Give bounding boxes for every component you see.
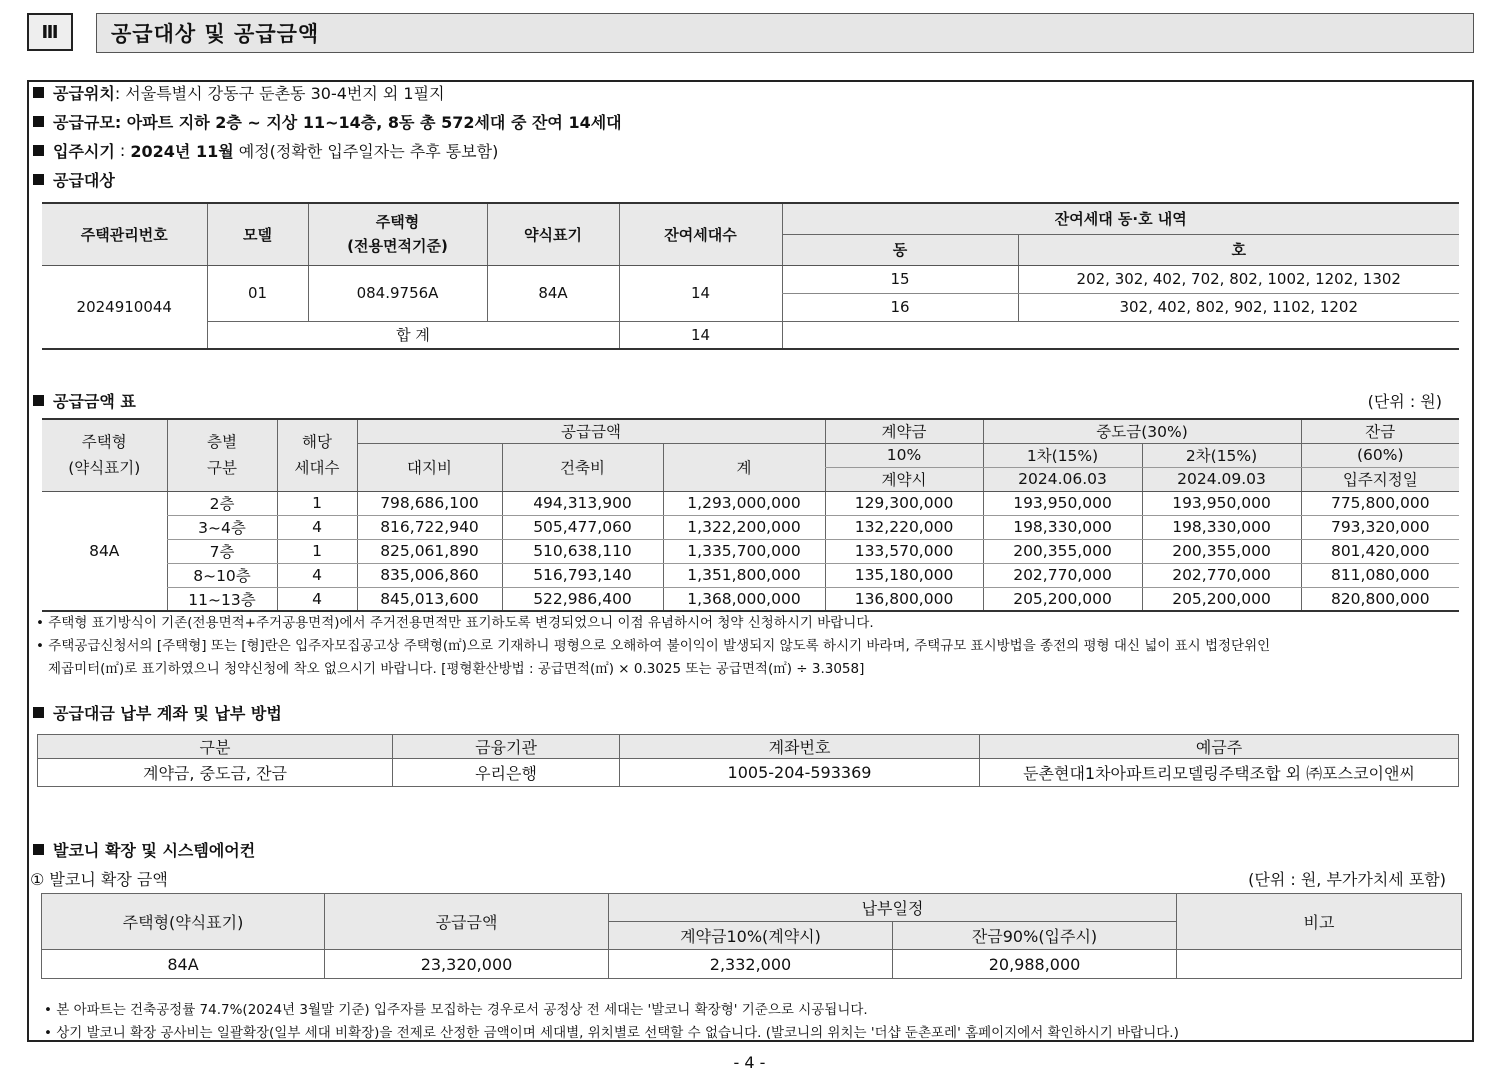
- header-detail: 잔여세대 동·호 내역: [782, 203, 1459, 234]
- contract-cell: 133,570,000: [825, 539, 983, 563]
- balcony-header-schedule: 납부일정: [609, 894, 1177, 922]
- units-cell: 4: [277, 515, 357, 539]
- total-value: 14: [619, 321, 782, 349]
- price-note: 제곱미터(㎡)로 표기하였으니 청약신청에 착오 없으시기 바랍니다. [평형환산방법 : 공급면적(㎡) × 0.3025 또는 공급면적(㎡) ÷ 3.3058]: [48, 661, 865, 677]
- mid1-cell: 202,770,000: [983, 563, 1142, 587]
- balcony-table: [41, 893, 1462, 979]
- price-title: 공급금액 표: [53, 392, 136, 411]
- price-note: • 주택공급신청서의 [주택형] 또는 [형]란은 입주자모집공고상 주택형(㎡)으로 기재하니 평형으로 오해하여 불이익이 발생되지 않도록 하시기 바라며, 주택규모 표시방법을 종전의 평형 대신 넓이 표시 법정단위인: [36, 638, 1271, 654]
- header-type: [308, 203, 487, 265]
- price-header-floor-main: 층별: [207, 433, 237, 452]
- price-header-contract-when: 계약시: [825, 467, 983, 491]
- payment-bank: 우리은행: [393, 759, 620, 787]
- balcony-balance: 20,988,000: [893, 950, 1177, 979]
- price-header-mid1: 1차(15%): [983, 443, 1142, 467]
- balcony-remark: [1177, 950, 1462, 979]
- target-heading: [33, 168, 115, 191]
- balcony-note: • 본 아파트는 건축공정률 74.7%(2024년 3월말 기준) 입주자를 모집하는 경우로서 공정상 전 세대는 '발코니 확장형' 기준으로 시공됩니다.: [44, 1002, 868, 1018]
- remaining-cell: 14: [619, 265, 782, 321]
- total-empty: [782, 321, 1459, 349]
- payment-account: 1005-204-593369: [620, 759, 980, 787]
- mid1-cell: 198,330,000: [983, 515, 1142, 539]
- move-in-line: [33, 139, 498, 162]
- location-value: : 서울특별시 강동구 둔촌동 30-4번지 외 1필지: [114, 84, 445, 103]
- mgmt-no-cell: 2024910044: [76, 297, 172, 316]
- balcony-note: • 상기 발코니 확장 공사비는 일괄확장(일부 세대 비확장)을 전제로 산정한 금액이며 세대별, 위치별로 선택할 수 없습니다. (발코니의 위치는 '더샵 둔촌포레' 홈페이지에서 확인하시기 바랍니다.): [44, 1025, 1179, 1041]
- units-cell: 4: [277, 587, 357, 611]
- price-header-floor-sub: 구분: [207, 459, 237, 478]
- header-type-main: 주택형: [375, 213, 420, 232]
- sum-cell: 1,368,000,000: [663, 587, 825, 611]
- balcony-subtitle: ① 발코니 확장 금액: [30, 870, 168, 889]
- land-cell: 825,061,890: [357, 539, 502, 563]
- price-header-type-main: 주택형: [81, 433, 127, 452]
- location-line: [33, 81, 445, 104]
- building-cell: 505,477,060: [502, 515, 663, 539]
- section-number: Ⅲ: [27, 13, 73, 51]
- contract-cell: 136,800,000: [825, 587, 983, 611]
- section-title: 공급대상 및 공급금액: [96, 13, 1474, 53]
- abbr-cell: 84A: [487, 265, 619, 321]
- model-cell: 01: [207, 265, 308, 321]
- header-dong: 동: [782, 234, 1018, 265]
- building-cell: 516,793,140: [502, 563, 663, 587]
- move-in-sep: :: [114, 141, 131, 160]
- header-ho: 호: [1018, 234, 1459, 265]
- target-table: [42, 202, 1459, 350]
- balcony-supply: 23,320,000: [325, 950, 609, 979]
- scale-line: [33, 110, 622, 133]
- dong-cell: 16: [782, 293, 1018, 321]
- balcony-type: 84A: [42, 950, 325, 979]
- mid2-cell: 198,330,000: [1142, 515, 1301, 539]
- mid2-cell: 205,200,000: [1142, 587, 1301, 611]
- price-header-type: [42, 419, 167, 491]
- header-model: 모델: [207, 203, 308, 265]
- floor-cell: 8~10층: [167, 563, 277, 587]
- units-cell: 4: [277, 563, 357, 587]
- payment-holder: 둔촌현대1차아파트리모델링주택조합 외 ㈜포스코이앤씨: [980, 759, 1459, 787]
- sum-cell: 1,293,000,000: [663, 491, 825, 515]
- dong-cell: 15: [782, 265, 1018, 293]
- land-cell: 845,013,600: [357, 587, 502, 611]
- bullet-square-icon: [33, 174, 44, 185]
- land-cell: 798,686,100: [357, 491, 502, 515]
- price-header-mid2-date: 2024.09.03: [1142, 467, 1301, 491]
- payment-heading: [33, 701, 282, 724]
- total-label: 합 계: [207, 321, 619, 349]
- mid1-cell: 193,950,000: [983, 491, 1142, 515]
- mid1-cell: 200,355,000: [983, 539, 1142, 563]
- payment-title: 공급대금 납부 계좌 및 납부 방법: [53, 704, 282, 723]
- bullet-square-icon: [33, 844, 44, 855]
- balance-cell: 801,420,000: [1301, 539, 1459, 563]
- move-in-rest: 예정(정확한 입주일자는 추후 통보함): [233, 142, 499, 161]
- mid1-cell: 205,200,000: [983, 587, 1142, 611]
- price-heading: [33, 389, 136, 412]
- floor-cell: 11~13층: [167, 587, 277, 611]
- bullet-square-icon: [33, 116, 44, 127]
- price-header-balance-when: 입주지정일: [1301, 467, 1459, 491]
- balance-cell: 793,320,000: [1301, 515, 1459, 539]
- price-table: [42, 418, 1459, 612]
- balance-cell: 811,080,000: [1301, 563, 1459, 587]
- price-header-balance-pct: (60%): [1301, 443, 1459, 467]
- price-header-sum: 계: [663, 443, 825, 491]
- type-cell: 084.9756A: [308, 265, 487, 321]
- balcony-unit: (단위 : 원, 부가가치세 포함): [1248, 870, 1446, 889]
- ho-cell: 202, 302, 402, 702, 802, 1002, 1202, 1302: [1018, 265, 1459, 293]
- bullet-square-icon: [33, 707, 44, 718]
- price-header-building: 건축비: [502, 443, 663, 491]
- payment-table: [37, 734, 1459, 787]
- price-header-mid1-date: 2024.06.03: [983, 467, 1142, 491]
- target-label: 공급대상: [53, 171, 115, 190]
- price-header-land: 대지비: [357, 443, 502, 491]
- balcony-heading: [33, 838, 255, 861]
- price-header-contract-pct: 10%: [825, 443, 983, 467]
- floor-cell: 2층: [167, 491, 277, 515]
- balance-cell: 775,800,000: [1301, 491, 1459, 515]
- floor-cell: 3~4층: [167, 515, 277, 539]
- contract-cell: 132,220,000: [825, 515, 983, 539]
- balcony-header-supply: 공급금액: [325, 894, 609, 950]
- units-cell: 1: [277, 539, 357, 563]
- bullet-square-icon: [33, 395, 44, 406]
- sum-cell: 1,351,800,000: [663, 563, 825, 587]
- sum-cell: 1,322,200,000: [663, 515, 825, 539]
- mid2-cell: 200,355,000: [1142, 539, 1301, 563]
- price-header-type-sub: (약식표기): [68, 459, 141, 478]
- land-cell: 816,722,940: [357, 515, 502, 539]
- payment-header-holder: 예금주: [980, 735, 1459, 759]
- building-cell: 522,986,400: [502, 587, 663, 611]
- balcony-header-contract: 계약금10%(계약시): [609, 922, 893, 950]
- mid2-cell: 193,950,000: [1142, 491, 1301, 515]
- price-header-balance: 잔금: [1301, 419, 1459, 443]
- price-header-units: [277, 419, 357, 491]
- balcony-contract: 2,332,000: [609, 950, 893, 979]
- move-in-date: 2024년 11월: [130, 142, 234, 161]
- mid2-cell: 202,770,000: [1142, 563, 1301, 587]
- price-header-mid: 중도금(30%): [983, 419, 1301, 443]
- payment-header-account: 계좌번호: [620, 735, 980, 759]
- payment-header-bank: 금융기관: [393, 735, 620, 759]
- balcony-header-type: 주택형(약식표기): [42, 894, 325, 950]
- price-header-supply: 공급금액: [357, 419, 825, 443]
- contract-cell: 129,300,000: [825, 491, 983, 515]
- sum-cell: 1,335,700,000: [663, 539, 825, 563]
- land-cell: 835,006,860: [357, 563, 502, 587]
- price-header-floor: [167, 419, 277, 491]
- price-header-mid2: 2차(15%): [1142, 443, 1301, 467]
- units-cell: 1: [277, 491, 357, 515]
- header-remaining: 잔여세대수: [619, 203, 782, 265]
- contract-cell: 135,180,000: [825, 563, 983, 587]
- price-note: • 주택형 표기방식이 기존(전용면적+주거공용면적)에서 주거전용면적만 표기하도록 변경되었으니 이점 유념하시어 청약 신청하시기 바랍니다.: [36, 615, 874, 631]
- price-unit: (단위 : 원): [1367, 392, 1442, 411]
- header-type-sub: (전용면적기준): [347, 237, 448, 256]
- balcony-header-remark: 비고: [1177, 894, 1462, 950]
- payment-header-category: 구분: [38, 735, 393, 759]
- price-type-cell: 84A: [89, 541, 120, 560]
- building-cell: 510,638,110: [502, 539, 663, 563]
- building-cell: 494,313,900: [502, 491, 663, 515]
- header-abbr: 약식표기: [487, 203, 619, 265]
- bullet-square-icon: [33, 87, 44, 98]
- page-number: - 4 -: [733, 1053, 766, 1072]
- payment-category: 계약금, 중도금, 잔금: [38, 759, 393, 787]
- floor-cell: 7층: [167, 539, 277, 563]
- scale-value: : 아파트 지하 2층 ~ 지상 11~14층, 8동 총 572세대 중 잔여 14세대: [114, 113, 622, 132]
- scale-label: 공급규모: [53, 113, 115, 132]
- price-header-contract: 계약금: [825, 419, 983, 443]
- move-in-label: 입주시기: [53, 142, 115, 161]
- balance-cell: 820,800,000: [1301, 587, 1459, 611]
- location-label: 공급위치: [53, 84, 115, 103]
- ho-cell: 302, 402, 802, 902, 1102, 1202: [1018, 293, 1459, 321]
- balcony-title: 발코니 확장 및 시스템에어컨: [53, 841, 256, 860]
- price-header-units-sub: 세대수: [294, 459, 340, 478]
- price-header-units-main: 해당: [302, 433, 332, 452]
- bullet-square-icon: [33, 145, 44, 156]
- header-mgmt-no: 주택관리번호: [42, 203, 207, 265]
- balcony-header-balance: 잔금90%(입주시): [893, 922, 1177, 950]
